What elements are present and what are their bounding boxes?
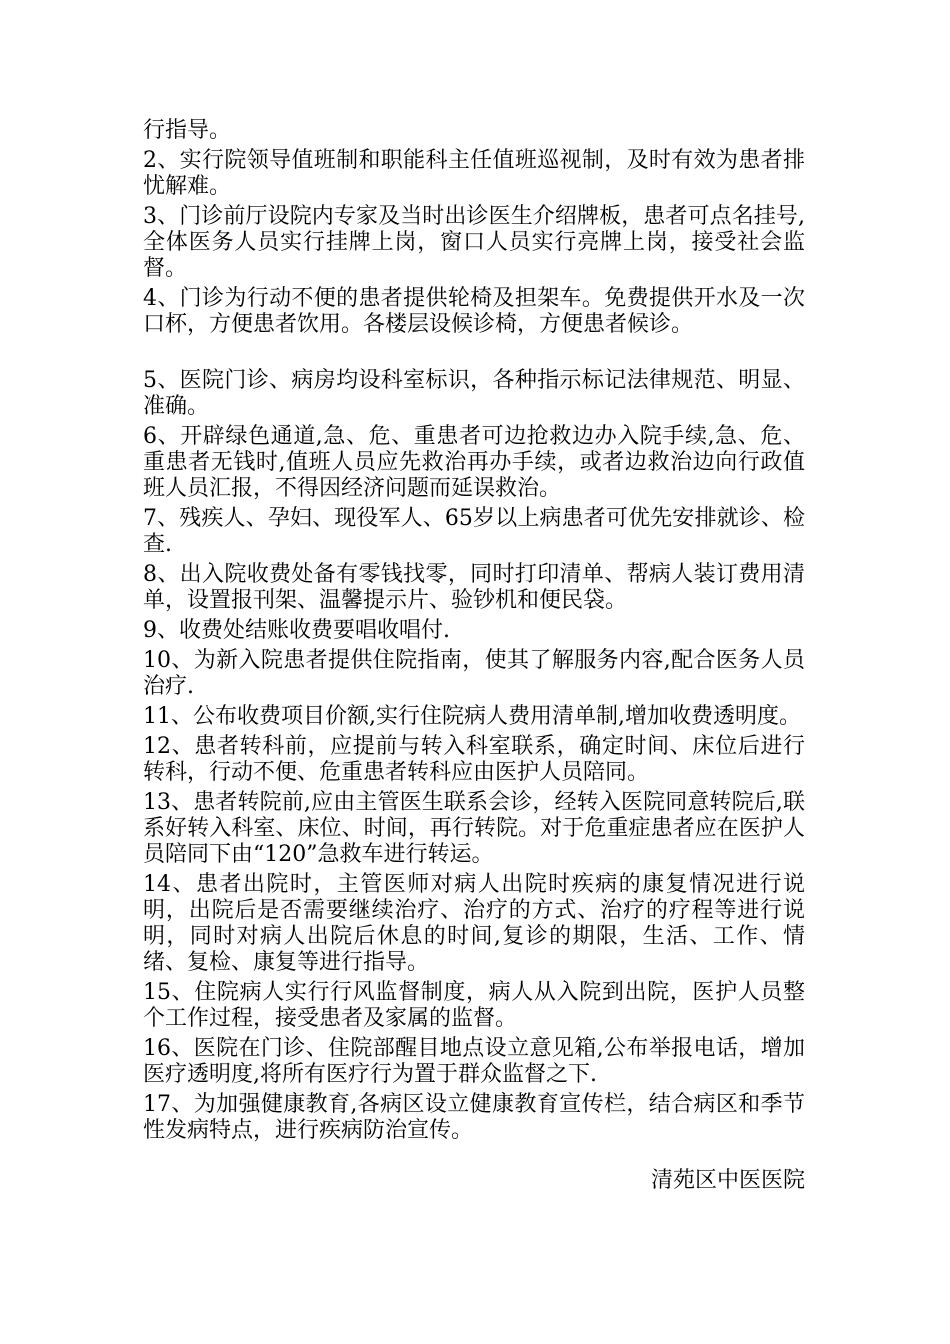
paragraph-item-3: 3、门诊前厅设院内专家及当时出诊医生介绍牌板，患者可点名挂号,全体医务人员实行挂牌上岗，窗口人员实行亮牌上岗，接受社会监督。 <box>143 204 805 281</box>
paragraph-item-13: 13、患者转院前,应由主管医生联系会诊，经转入医院同意转院后,联系好转入科室、床位、时间，再行转院。对于危重症患者应在医护人员陪同下由“120”急救车进行转运。 <box>143 790 805 867</box>
paragraph-item-14: 14、患者出院时，主管医师对病人出院时疾病的康复情况进行说明，出院后是否需要继续治疗、治疗的方式、治疗的疗程等进行说明，同时对病人出院后休息的时间,复诊的期限，生活、工作、情绪、复检、康复等进行指导。 <box>143 872 805 975</box>
paragraph-item-2: 2、实行院领导值班制和职能科主任值班巡视制，及时有效为患者排忧解难。 <box>143 148 805 199</box>
document-body <box>143 118 805 1148</box>
paragraph-item-16: 16、医院在门诊、住院部醒目地点设立意见箱,公布举报电话，增加医疗透明度,将所有医疗行为置于群众监督之下. <box>143 1036 805 1087</box>
paragraph-item-12: 12、患者转科前，应提前与转入科室联系，确定时间、床位后进行转科，行动不便、危重患者转科应由医护人员陪同。 <box>143 734 805 785</box>
paragraph-item-10: 10、为新入院患者提供住院指南，使其了解服务内容,配合医务人员治疗. <box>143 648 805 699</box>
paragraph-item-15: 15、住院病人实行行风监督制度，病人从入院到出院，医护人员整个工作过程，接受患者及家属的监督。 <box>143 980 805 1031</box>
paragraph-continuation: 行指导。 <box>143 118 232 143</box>
paragraph-item-9: 9、收费处结账收费要唱收唱付. <box>143 618 450 643</box>
paragraph-item-7: 7、残疾人、孕妇、现役军人、65岁以上病患者可优先安排就诊、检查. <box>143 506 805 557</box>
paragraph-item-4: 4、门诊为行动不便的患者提供轮椅及担架车。免费提供开水及一次口杯，方便患者饮用。各楼层设候诊椅，方便患者候诊。 <box>143 286 805 337</box>
paragraph-item-5: 5、医院门诊、病房均设科室标识，各种指示标记法律规范、明显、准确。 <box>143 368 805 419</box>
paragraph-item-6: 6、开辟绿色通道,急、危、重患者可边抢救边办入院手续,急、危、重患者无钱时,值班人员应先救治再办手续，或者边救治边向行政值班人员汇报，不得因经济问题而延误救治。 <box>143 424 805 501</box>
hospital-signature: 清苑区中医医院 <box>650 1168 805 1193</box>
paragraph-item-17: 17、为加强健康教育,各病区设立健康教育宣传栏，结合病区和季节性发病特点，进行疾病防治宣传。 <box>143 1092 805 1143</box>
paragraph-item-8: 8、出入院收费处备有零钱找零，同时打印清单、帮病人装订费用清单，设置报刊架、温馨提示片、验钞机和便民袋。 <box>143 562 805 613</box>
paragraph-item-11: 11、公布收费项目价额,实行住院病人费用清单制,增加收费透明度。 <box>143 704 801 729</box>
